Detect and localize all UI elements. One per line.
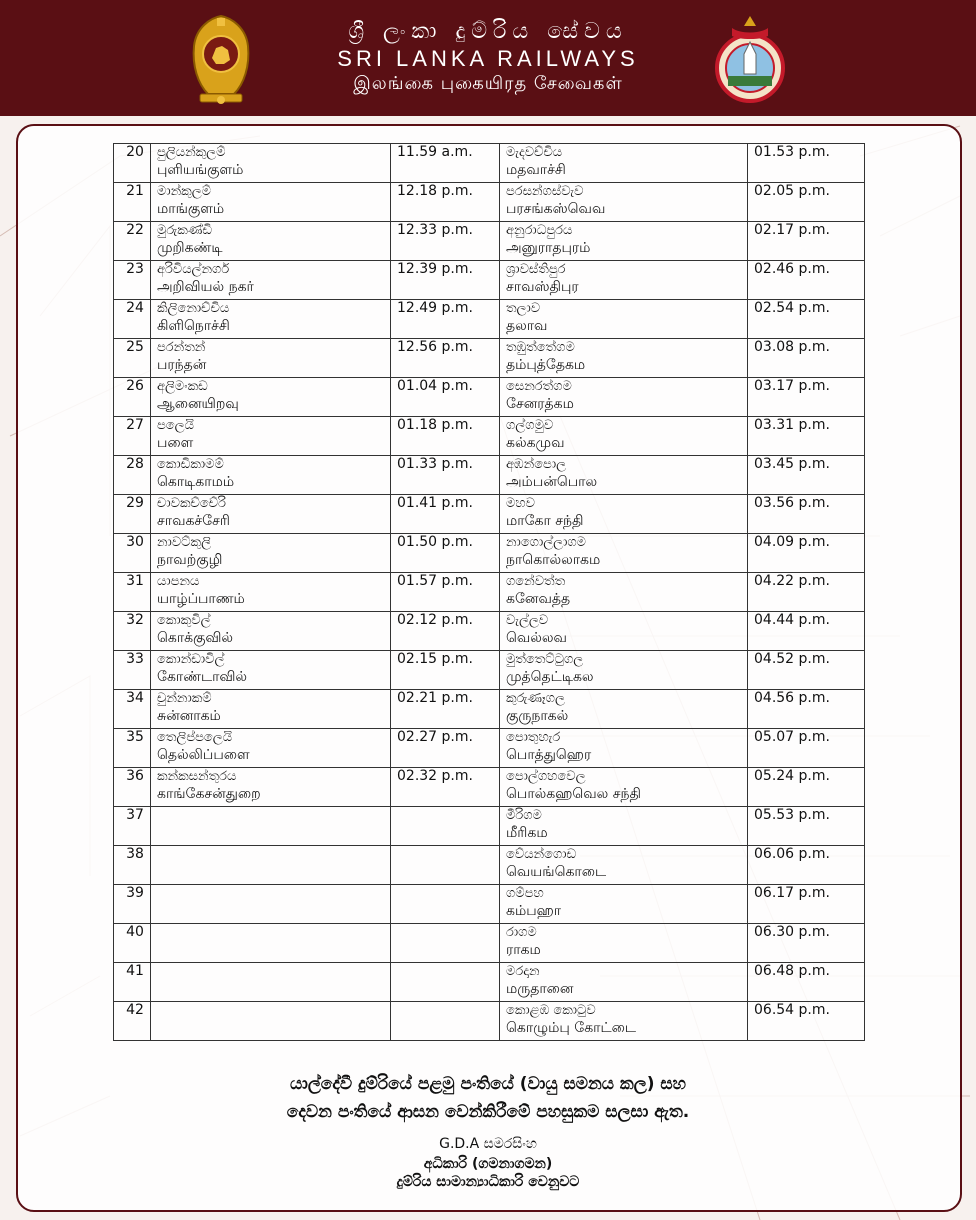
time-value: 04.09 p.m. — [754, 534, 830, 550]
row-number-cell — [114, 690, 151, 729]
station-name-tamil: சேனரத்கம — [506, 396, 574, 412]
row-number-cell — [114, 846, 151, 885]
station-name-sinhala: ගනේවත්ත — [506, 574, 566, 589]
northbound-time-cell — [391, 1002, 500, 1041]
northbound-time-cell — [391, 885, 500, 924]
row-number-cell — [114, 612, 151, 651]
station-name-sinhala: යාපනය — [157, 574, 200, 589]
northbound-time-cell — [391, 222, 500, 261]
southbound-time-cell — [748, 339, 865, 378]
time-value: 02.32 p.m. — [397, 768, 473, 784]
station-name-sinhala: කුරුණෑගල — [506, 691, 565, 706]
station-name-tamil: சாவஸ்திபுர — [506, 279, 579, 295]
row-number-cell — [114, 183, 151, 222]
station-name-tamil: பரந்தன் — [157, 357, 207, 373]
title-sinhala: ශ්‍රී ලංකා දුම්රිය සේවය — [348, 19, 628, 44]
station-name-sinhala: පොල්ගහවෙල — [506, 769, 586, 784]
station-name-sinhala: අනුරාධපුරය — [506, 223, 573, 238]
southbound-station-cell — [500, 300, 748, 339]
southbound-station-cell — [500, 924, 748, 963]
southbound-time-cell — [748, 768, 865, 807]
southbound-time-cell — [748, 378, 865, 417]
station-name-sinhala: අඹන්පොල — [506, 457, 567, 472]
signatory-organization: දුම්රිය සාමාන්‍යාධිකාරි වෙනුවට — [396, 1174, 580, 1190]
row-number: 32 — [126, 612, 144, 628]
time-value: 12.39 p.m. — [397, 261, 473, 277]
southbound-time-cell — [748, 534, 865, 573]
northbound-station-cell — [151, 261, 391, 300]
signatory-name: G.D.A සමරසිංහ — [439, 1136, 537, 1152]
time-value: 02.12 p.m. — [397, 612, 473, 628]
station-name-tamil: புளியங்குளம் — [157, 162, 244, 178]
northbound-station-cell — [151, 534, 391, 573]
northbound-station-cell — [151, 183, 391, 222]
southbound-time-cell — [748, 183, 865, 222]
time-value: 04.52 p.m. — [754, 651, 830, 667]
time-value: 12.33 p.m. — [397, 222, 473, 238]
northbound-time-cell — [391, 495, 500, 534]
station-name-sinhala: පරසන්ගස්වැව — [506, 184, 584, 199]
row-number: 42 — [126, 1002, 144, 1018]
table-row — [114, 612, 865, 651]
railway-logo-icon — [714, 14, 786, 104]
table-row — [114, 846, 865, 885]
row-number: 29 — [126, 495, 144, 511]
row-number-cell — [114, 300, 151, 339]
row-number: 30 — [126, 534, 144, 550]
row-number-cell — [114, 963, 151, 1002]
row-number-cell — [114, 378, 151, 417]
station-name-tamil: காங்கேசன்துறை — [157, 786, 261, 802]
station-name-sinhala: අරිවියල්නගර් — [157, 262, 230, 277]
southbound-station-cell — [500, 885, 748, 924]
station-name-sinhala: මාන්කුලම් — [157, 184, 212, 199]
station-name-tamil: குருநாகல் — [506, 708, 569, 724]
station-name-tamil: வெல்லவ — [506, 630, 567, 646]
header-banner — [0, 0, 976, 116]
southbound-time-cell — [748, 690, 865, 729]
time-value: 11.59 a.m. — [397, 144, 473, 160]
row-number-cell — [114, 339, 151, 378]
southbound-station-cell — [500, 261, 748, 300]
row-number-cell — [114, 573, 151, 612]
southbound-station-cell — [500, 729, 748, 768]
northbound-time-cell — [391, 417, 500, 456]
row-number: 34 — [126, 690, 144, 706]
station-name-tamil: யாழ்ப்பாணம் — [157, 591, 245, 607]
northbound-station-cell — [151, 924, 391, 963]
station-name-tamil: தெல்லிப்பளை — [157, 747, 250, 763]
station-name-sinhala: තෙලිප්පලෙයි — [157, 730, 233, 745]
station-name-sinhala: අලිමංකඩ — [157, 379, 208, 394]
time-value: 04.56 p.m. — [754, 690, 830, 706]
row-number-cell — [114, 144, 151, 183]
station-name-tamil: கனேவத்த — [506, 591, 571, 607]
title-tamil: இலங்கை புகையிரத சேவைகள் — [353, 73, 623, 94]
station-name-tamil: அறிவியல் நகர் — [157, 279, 254, 295]
station-name-tamil: மருதானை — [506, 981, 574, 997]
row-number: 39 — [126, 885, 144, 901]
station-name-tamil: முறிகண்டி — [157, 240, 223, 256]
station-name-sinhala: චුන්නාකම් — [157, 691, 212, 706]
southbound-station-cell — [500, 690, 748, 729]
time-value: 02.17 p.m. — [754, 222, 830, 238]
northbound-station-cell — [151, 963, 391, 1002]
time-value: 01.18 p.m. — [397, 417, 473, 433]
northbound-time-cell — [391, 807, 500, 846]
row-number-cell — [114, 222, 151, 261]
station-name-tamil: ஆனையிறவு — [157, 396, 239, 412]
row-number: 24 — [126, 300, 144, 316]
northbound-time-cell — [391, 612, 500, 651]
southbound-station-cell — [500, 1002, 748, 1041]
northbound-time-cell — [391, 261, 500, 300]
table-row — [114, 183, 865, 222]
station-name-sinhala: කොන්ඩාවිල් — [157, 652, 225, 667]
table-row — [114, 885, 865, 924]
station-name-tamil: ராகம — [506, 942, 541, 958]
northbound-time-cell — [391, 300, 500, 339]
station-name-sinhala: පුලියන්කුලම් — [157, 145, 226, 160]
southbound-time-cell — [748, 1002, 865, 1041]
northbound-station-cell — [151, 729, 391, 768]
table-row — [114, 534, 865, 573]
title-english: SRI LANKA RAILWAYS — [337, 46, 639, 71]
row-number: 20 — [126, 144, 144, 160]
time-value: 06.06 p.m. — [754, 846, 830, 862]
table-row — [114, 456, 865, 495]
northbound-station-cell — [151, 144, 391, 183]
northbound-station-cell — [151, 885, 391, 924]
time-value: 02.27 p.m. — [397, 729, 473, 745]
southbound-station-cell — [500, 534, 748, 573]
northbound-station-cell — [151, 612, 391, 651]
station-name-sinhala: මහව — [506, 496, 535, 511]
row-number: 25 — [126, 339, 144, 355]
northbound-time-cell — [391, 690, 500, 729]
southbound-station-cell — [500, 183, 748, 222]
station-name-sinhala: පරන්තන් — [157, 340, 206, 355]
northbound-time-cell — [391, 846, 500, 885]
row-number-cell — [114, 1002, 151, 1041]
southbound-time-cell — [748, 573, 865, 612]
station-name-tamil: சுன்னாகம் — [157, 708, 221, 724]
southbound-time-cell — [748, 495, 865, 534]
station-name-tamil: கிளிநொச்சி — [157, 318, 230, 334]
southbound-time-cell — [748, 261, 865, 300]
time-value: 01.41 p.m. — [397, 495, 473, 511]
station-name-sinhala: මරදාන — [506, 964, 540, 979]
table-row — [114, 222, 865, 261]
time-value: 05.07 p.m. — [754, 729, 830, 745]
time-value: 12.18 p.m. — [397, 183, 473, 199]
time-value: 03.56 p.m. — [754, 495, 830, 511]
table-row — [114, 924, 865, 963]
time-value: 06.54 p.m. — [754, 1002, 830, 1018]
row-number-cell — [114, 534, 151, 573]
station-name-tamil: கோண்டாவில் — [157, 669, 248, 685]
station-name-tamil: பொத்துஹெர — [506, 747, 592, 763]
station-name-tamil: பொல்கஹவெல சந்தி — [506, 786, 641, 802]
station-name-tamil: நாகொல்லாகம — [506, 552, 601, 568]
station-name-sinhala: මීරිගම — [506, 808, 542, 823]
table-row — [114, 261, 865, 300]
northbound-time-cell — [391, 573, 500, 612]
row-number-cell — [114, 924, 151, 963]
footer-note-line1: යාල්දේවී දුම්රියේ පළමු පංතියේ (වායු සමනය කල) සහ — [290, 1074, 686, 1094]
time-value: 06.48 p.m. — [754, 963, 830, 979]
row-number-cell — [114, 807, 151, 846]
station-name-sinhala: කොඩිකාමම් — [157, 457, 224, 472]
station-name-tamil: தலாவ — [506, 318, 548, 334]
row-number-cell — [114, 495, 151, 534]
table-row — [114, 768, 865, 807]
table-row — [114, 417, 865, 456]
southbound-time-cell — [748, 222, 865, 261]
northbound-station-cell — [151, 690, 391, 729]
table-row — [114, 339, 865, 378]
table-row — [114, 651, 865, 690]
row-number: 36 — [126, 768, 144, 784]
northbound-time-cell — [391, 534, 500, 573]
time-value: 01.57 p.m. — [397, 573, 473, 589]
signatory-title: අධිකාරි (ගමනාගමන) — [423, 1156, 553, 1172]
time-value: 12.56 p.m. — [397, 339, 473, 355]
station-name-sinhala: පලෙයි — [157, 418, 194, 433]
station-name-sinhala: කොකුවිල් — [157, 613, 211, 628]
station-name-tamil: கல்கமுவ — [506, 435, 565, 451]
southbound-station-cell — [500, 768, 748, 807]
northbound-station-cell — [151, 339, 391, 378]
table-row — [114, 807, 865, 846]
southbound-time-cell — [748, 300, 865, 339]
northbound-station-cell — [151, 807, 391, 846]
time-value: 03.31 p.m. — [754, 417, 830, 433]
northbound-time-cell — [391, 963, 500, 1002]
station-name-sinhala: මුරුකණ්ඩි — [157, 223, 213, 238]
time-value: 01.53 p.m. — [754, 144, 830, 160]
northbound-station-cell — [151, 222, 391, 261]
station-name-tamil: கம்பஹா — [506, 903, 562, 919]
southbound-station-cell — [500, 651, 748, 690]
northbound-time-cell — [391, 924, 500, 963]
southbound-station-cell — [500, 417, 748, 456]
table-row — [114, 144, 865, 183]
station-name-tamil: தம்புத்தேகம — [506, 357, 586, 373]
station-name-tamil: பரசங்கஸ்வெவ — [506, 201, 606, 217]
row-number-cell — [114, 651, 151, 690]
row-number-cell — [114, 456, 151, 495]
station-name-sinhala: මුත්තෙට්ටුගල — [506, 652, 584, 667]
northbound-time-cell — [391, 339, 500, 378]
southbound-station-cell — [500, 963, 748, 1002]
time-value: 03.45 p.m. — [754, 456, 830, 472]
station-name-sinhala: වැල්ලව — [506, 613, 549, 628]
southbound-time-cell — [748, 612, 865, 651]
row-number-cell — [114, 261, 151, 300]
southbound-station-cell — [500, 144, 748, 183]
time-value: 12.49 p.m. — [397, 300, 473, 316]
southbound-station-cell — [500, 612, 748, 651]
footer-note-line2: දෙවන පංතියේ ආසන වෙන්කිරීමේ පහසුකම සලසා ඇත. — [286, 1102, 690, 1122]
station-name-sinhala: ශ්‍රාවස්තිපුර — [506, 262, 566, 277]
station-name-tamil: மாங்குளம் — [157, 201, 225, 217]
time-value: 06.30 p.m. — [754, 924, 830, 940]
station-name-sinhala: මැදවච්චිය — [506, 145, 563, 160]
time-value: 01.04 p.m. — [397, 378, 473, 394]
row-number: 33 — [126, 651, 144, 667]
station-name-tamil: சாவகச்சேரி — [157, 513, 230, 529]
row-number: 22 — [126, 222, 144, 238]
table-row — [114, 495, 865, 534]
station-name-sinhala: පොතුහැර — [506, 730, 561, 745]
southbound-time-cell — [748, 456, 865, 495]
southbound-time-cell — [748, 417, 865, 456]
station-name-tamil: கொக்குவில் — [157, 630, 234, 646]
timetable-body — [114, 144, 865, 1041]
row-number: 35 — [126, 729, 144, 745]
station-name-tamil: வெயங்கொடை — [506, 864, 607, 880]
southbound-station-cell — [500, 339, 748, 378]
southbound-station-cell — [500, 378, 748, 417]
station-name-tamil: மதவாச்சி — [506, 162, 566, 178]
station-name-sinhala: කන්කසන්තුරය — [157, 769, 237, 784]
row-number: 26 — [126, 378, 144, 394]
northbound-station-cell — [151, 300, 391, 339]
row-number: 28 — [126, 456, 144, 472]
southbound-time-cell — [748, 846, 865, 885]
station-name-tamil: கொழும்பு கோட்டை — [506, 1020, 636, 1036]
station-name-sinhala: වේයන්ගොඩ — [506, 847, 577, 862]
table-row — [114, 963, 865, 1002]
northbound-station-cell — [151, 768, 391, 807]
southbound-station-cell — [500, 846, 748, 885]
southbound-time-cell — [748, 963, 865, 1002]
northbound-station-cell — [151, 456, 391, 495]
station-name-tamil: அம்பன்பொல — [506, 474, 598, 490]
southbound-station-cell — [500, 807, 748, 846]
row-number-cell — [114, 417, 151, 456]
station-name-tamil: அனுராதபுரம் — [506, 240, 591, 256]
table-row — [114, 690, 865, 729]
time-value: 02.15 p.m. — [397, 651, 473, 667]
time-value: 04.22 p.m. — [754, 573, 830, 589]
row-number-cell — [114, 729, 151, 768]
station-name-sinhala: තලාව — [506, 301, 541, 316]
northbound-station-cell — [151, 651, 391, 690]
time-value: 02.46 p.m. — [754, 261, 830, 277]
time-value: 03.17 p.m. — [754, 378, 830, 394]
row-number: 31 — [126, 573, 144, 589]
table-row — [114, 573, 865, 612]
southbound-station-cell — [500, 222, 748, 261]
station-name-sinhala: චාවකච්චේරි — [157, 496, 226, 511]
northbound-station-cell — [151, 846, 391, 885]
station-name-sinhala: කිලිනොච්චිය — [157, 301, 230, 316]
time-value: 04.44 p.m. — [754, 612, 830, 628]
southbound-station-cell — [500, 573, 748, 612]
row-number-cell — [114, 885, 151, 924]
row-number: 41 — [126, 963, 144, 979]
southbound-time-cell — [748, 924, 865, 963]
station-name-sinhala: ගම්පහ — [506, 886, 544, 901]
northbound-time-cell — [391, 456, 500, 495]
southbound-time-cell — [748, 729, 865, 768]
northbound-station-cell — [151, 1002, 391, 1041]
time-value: 01.50 p.m. — [397, 534, 473, 550]
time-value: 05.24 p.m. — [754, 768, 830, 784]
northbound-time-cell — [391, 729, 500, 768]
table-row — [114, 729, 865, 768]
time-value: 02.54 p.m. — [754, 300, 830, 316]
table-row — [114, 1002, 865, 1041]
row-number: 27 — [126, 417, 144, 433]
time-value: 03.08 p.m. — [754, 339, 830, 355]
southbound-time-cell — [748, 144, 865, 183]
station-name-sinhala: නාගොල්ලාගම — [506, 535, 587, 550]
station-name-sinhala: ගල්ගමුව — [506, 418, 554, 433]
northbound-time-cell — [391, 651, 500, 690]
station-name-tamil: கொடிகாமம் — [157, 474, 235, 490]
row-number: 38 — [126, 846, 144, 862]
station-name-sinhala: සෙනරත්ගම — [506, 379, 572, 394]
northbound-time-cell — [391, 768, 500, 807]
northbound-station-cell — [151, 573, 391, 612]
station-name-tamil: மாகோ சந்தி — [506, 513, 584, 529]
row-number: 23 — [126, 261, 144, 277]
northbound-station-cell — [151, 495, 391, 534]
time-value: 02.21 p.m. — [397, 690, 473, 706]
time-value: 05.53 p.m. — [754, 807, 830, 823]
row-number: 21 — [126, 183, 144, 199]
southbound-time-cell — [748, 651, 865, 690]
station-name-sinhala: තඹුත්තේගම — [506, 340, 575, 355]
station-name-sinhala: නාවට්කුලි — [157, 535, 212, 550]
time-value: 02.05 p.m. — [754, 183, 830, 199]
row-number-cell — [114, 768, 151, 807]
northbound-time-cell — [391, 183, 500, 222]
row-number: 40 — [126, 924, 144, 940]
station-name-sinhala: රාගම — [506, 925, 537, 940]
northbound-time-cell — [391, 378, 500, 417]
southbound-station-cell — [500, 495, 748, 534]
table-row — [114, 378, 865, 417]
northbound-station-cell — [151, 378, 391, 417]
station-name-tamil: மீரிகம — [506, 825, 548, 841]
southbound-station-cell — [500, 456, 748, 495]
southbound-time-cell — [748, 885, 865, 924]
table-row — [114, 300, 865, 339]
timetable — [113, 143, 865, 1041]
time-value: 06.17 p.m. — [754, 885, 830, 901]
time-value: 01.33 p.m. — [397, 456, 473, 472]
station-name-tamil: நாவற்குழி — [157, 552, 223, 568]
northbound-station-cell — [151, 417, 391, 456]
station-name-sinhala: කොළඹ කොටුව — [506, 1003, 596, 1018]
station-name-tamil: முத்தெட்டிகல — [506, 669, 594, 685]
row-number: 37 — [126, 807, 144, 823]
northbound-time-cell — [391, 144, 500, 183]
southbound-time-cell — [748, 807, 865, 846]
station-name-tamil: பளை — [157, 435, 194, 451]
